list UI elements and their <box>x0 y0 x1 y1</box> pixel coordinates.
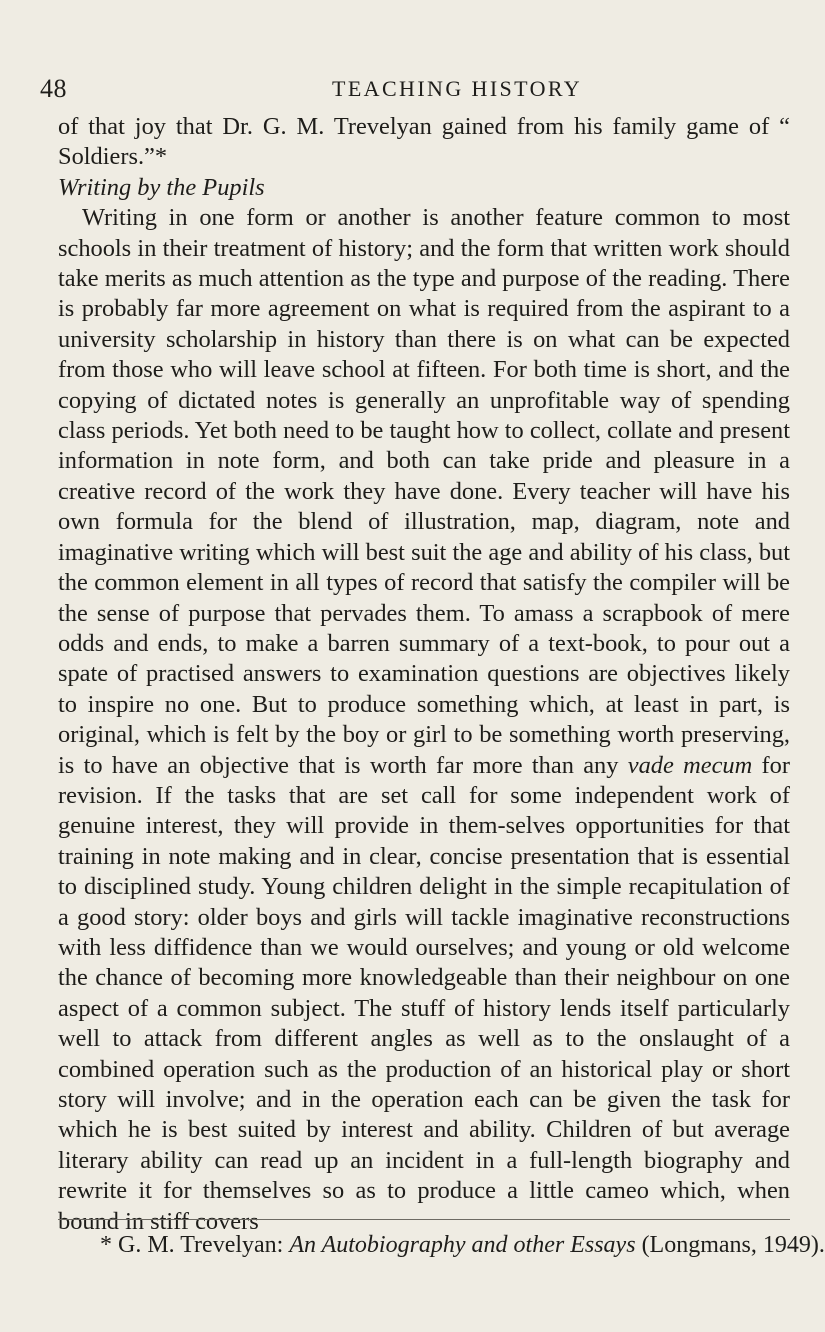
paragraph-text-part-1: Writing in one form or another is another feature common to most schools in their treatment of history; and the form that written work should take merits as much attention as the type and purpose of the reading. There is probably far more agreement on what is required from the aspirant to a university scholarship in history than there is on what can be expected from those who will leave school at fifteen. For both time is short, and the copying of dictated notes is generally an unprofitable way of spending class periods. Yet both need to be taught how to collect, collate and present information in note form, and both can take pride and pleasure in a creative record of the work they have done. Every teacher will have his own formula for the blend of illustration, map, diagram, note and imaginative writing which will best suit the age and ability of his class, but the common element in all types of record that satisfy the compiler will be the sense of purpose that pervades them. To amass a scrapbook of mere odds and ends, to make a barren summary of a text-book, to pour out a spate of practised answers to examination questions are objectives likely to inspire no one. But to produce something which, at least in part, is original, which is felt by the boy or girl to be something worth preserving, is to have an objective that is worth far more than any <box>58 204 790 779</box>
continuation-paragraph: of that joy that Dr. G. M. Trevelyan gained from his family game of “ Soldiers.”* <box>58 113 790 171</box>
footnote <box>100 1230 825 1260</box>
italic-phrase: vade mecum <box>627 751 753 779</box>
footnote-publisher: (Longmans, 1949). <box>635 1232 825 1258</box>
footnote-author: * G. M. Trevelyan: <box>100 1232 290 1258</box>
section-heading: Writing by the Pupils <box>58 173 265 201</box>
page-number: 48 <box>40 74 67 103</box>
footnote-rule <box>58 1219 790 1220</box>
page-header <box>40 74 792 110</box>
section-paragraph <box>58 203 790 1237</box>
paragraph-text-part-2: for revision. If the tasks that are set call for some independent work of genuine interest, they will provide in them-selves opportunities for that training in note making and in clear, concise presentation that is essential to disciplined study. Young children delight in the simple recapitulation of a good story: older boys and girls will tackle imaginative reconstructions with less diffidence than we would ourselves; and young or old welcome the chance of becoming more knowledgeable than their neighbour on one aspect of a common subject. The stuff of history lends itself particularly well to attack from different angles as well as to the onslaught of a combined operation such as the production of an historical play or short story will involve; and in the operation each can be given the task for which he is best suited by interest and ability. Children of but average literary ability can read up an incident in a full-length biography and rewrite it for themselves so as to produce a little cameo which, when bound in stiff covers <box>58 751 790 1235</box>
running-head: TEACHING HISTORY <box>332 76 583 101</box>
footnote-title: An Autobiography and other Essays <box>289 1232 636 1258</box>
body-text <box>58 112 790 1237</box>
